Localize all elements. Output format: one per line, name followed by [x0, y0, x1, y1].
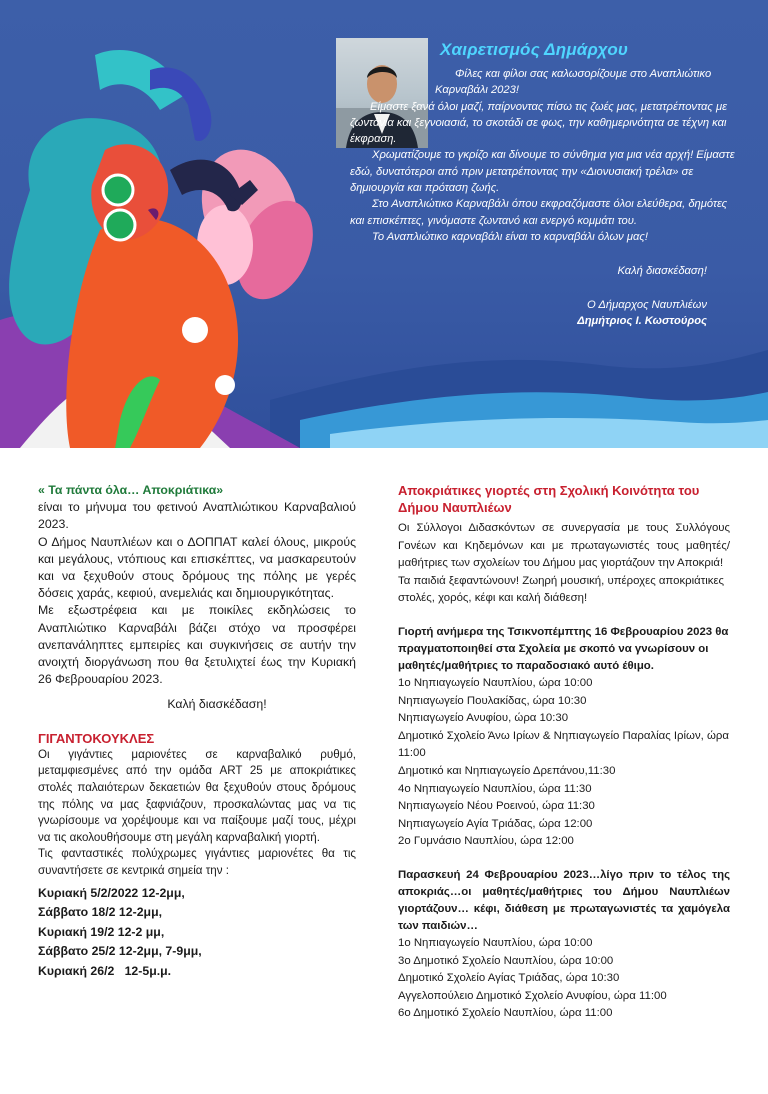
school-schedule-item: 3ο Δημοτικό Σχολείο Ναυπλίου, ώρα 10:00 [398, 954, 614, 967]
motto-text: είναι το μήνυμα του φετινού Αναπλιώτικου Καρναβαλιού 2023. [38, 500, 356, 532]
greeting-paragraph: Το Αναπλιώτικο καρναβάλι είναι το καρναβάλι όλων μας! [372, 230, 648, 243]
giants-description: Οι γιγάντιες μαριονέτες σε καρναβαλικό ρυθμό, μεταμφιεσμένες από την ομάδα ART 25 με αποκριάτικες στολές παλαιότερων δεκαετιών θα ξεχυθούν στους δρόμους της πόλης να μας ξαφνιάζουν, προσκαλώντας μας να τις γνωρίσουμε να χορέψουμε και να παίξουμε μαζί τους, μέχρι να τις ακολουθήσουμε στη μεγάλη καρναβαλική γιορτή. [38, 747, 356, 844]
school-schedule-item: Νηπιαγωγείο Αγία Τριάδας, ώρα 12:00 [398, 817, 593, 830]
mayor-greeting [350, 66, 735, 329]
event1-list [398, 675, 730, 851]
giants-date: Κυριακή 26/2 12-5μ.μ. [38, 963, 172, 978]
greeting-paragraph: Είμαστε ξανά όλοι μαζί, παίρνοντας πίσω τις ζωές μας, μετατρέποντας με ζωντάνια και ξεγνοιασιά, το σκοτάδι σε φως, την καθημερινότητα σε τέχνη και έκφραση. [350, 100, 728, 146]
event2-heading: Παρασκευή 24 Φεβρουαρίου 2023…λίγο πριν το τέλος της αποκριάς…οι μαθητές/μαθήτριες του Δήμου Ναυπλιέων γιορτάζουν… κέφι, διάθεση με πρωταγωνιστές τα χαμόγελα των παιδιών… [398, 868, 730, 932]
greeting-paragraph: Χρωματίζουμε το γκρίζο και δίνουμε το σύνθημα για μια νέα αρχή! Είμαστε εδώ, δυνατότεροι από πριν μετατρέποντας την «Διονυσιακή τρέλα» σε δημιουργία και πρόταση ζωής. [350, 149, 735, 195]
dress-dot [182, 317, 208, 343]
greeting-closing: Καλή διασκέδαση! [617, 265, 707, 278]
event2-list [398, 935, 730, 1023]
giants-meeting-points: Τις φανταστικές πολύχρωμες γιγάντιες μαριονέτες θα τις συναντήσετε σε κεντρικά σημεία την : [38, 847, 356, 877]
school-schedule-item: Δημοτικό Σχολείο Άνω Ιρίων & Νηπιαγωγείο Παραλίας Ιρίων, ώρα 11:00 [398, 729, 729, 760]
sunglass-right [105, 210, 135, 240]
school-schedule-item: 2ο Γυμνάσιο Ναυπλίου, ώρα 12:00 [398, 835, 574, 848]
school-schedule-item: 1ο Νηπιαγωγείο Ναυπλίου, ώρα 10:00 [398, 936, 593, 949]
giants-dates [38, 884, 356, 982]
school-schedule-item: Αγγελοπούλειο Δημοτικό Σχολείο Ανυφίου, ώρα 11:00 [398, 989, 667, 1002]
school-events-mood: Τα παιδιά ξεφαντώνουν! Ζωηρή μουσική, υπέροχες αποκριάτικες στολές, χορός, κέφι και καλή διάθεση! [398, 574, 725, 605]
greeting-paragraph: Φίλες και φίλοι σας καλωσορίζουμε στο Αναπλιώτικο Καρναβάλι 2023! [435, 68, 712, 97]
invitation-paragraph: Ο Δήμος Ναυπλιέων και ο ΔΟΠΠΑΤ καλεί όλους, μικρούς και μεγάλους, ντόπιους και επισκέπτες, να μασκαρευτούν και να ξεχυθούν στους δρόμους της πόλης με γερές δόσεις χαράς, κεφιού, ανεμελιάς και δημιουργικότητας. [38, 534, 356, 601]
right-column [398, 482, 730, 1023]
signature-name: Δημήτριος Ι. Κωστούρος [577, 314, 707, 327]
school-schedule-item: Δημοτικό και Νηπιαγωγείο Δρεπάνου,11:30 [398, 764, 616, 777]
left-closing: Καλή διασκέδαση! [167, 697, 267, 712]
school-schedule-item: Νηπιαγωγείο Νέου Ροεινού, ώρα 11:30 [398, 800, 595, 813]
school-schedule-item: 6ο Δημοτικό Σχολείο Ναυπλίου, ώρα 11:00 [398, 1007, 613, 1020]
school-schedule-item: 4ο Νηπιαγωγείο Ναυπλίου, ώρα 11:30 [398, 782, 592, 795]
school-schedule-item: Δημοτικό Σχολείο Αγίας Τριάδας, ώρα 10:30 [398, 972, 620, 985]
motto-title: « Τα πάντα όλα… Αποκριάτικα» [38, 483, 224, 497]
giants-date: Σάββατο 18/2 12-2μμ, [38, 905, 163, 920]
school-schedule-item: Νηπιαγωγείο Πουλακίδας, ώρα 10:30 [398, 694, 587, 707]
signature-role: Ο Δήμαρχος Ναυπλιέων [586, 298, 707, 311]
greeting-title: Χαιρετισμός Δημάρχου [440, 40, 629, 59]
left-column [38, 482, 356, 981]
school-schedule-item: Νηπιαγωγείο Ανυφίου, ώρα 10:30 [398, 712, 569, 725]
sunglass-left [103, 175, 133, 205]
dress-dot [215, 375, 235, 395]
school-events-intro: Οι Σύλλογοι Διδασκόντων σε συνεργασία με τους Συλλόγους Γονέων και Κηδεμόνων και με πρωταγωνιστές τους μαθητές/μαθήτριες των σχολείων του Δήμου μας γιορτάζουν την Αποκριά! [398, 522, 730, 570]
giants-date: Σάββατο 25/2 12-2μμ, 7-9μμ, [38, 944, 202, 959]
school-schedule-item: 1ο Νηπιαγωγείο Ναυπλίου, ώρα 10:00 [398, 676, 593, 689]
school-events-title: Αποκριάτικες γιορτές στη Σχολική Κοινότητα του Δήμου Ναυπλιέων [398, 483, 700, 515]
events-paragraph: Με εξωστρέφεια και με ποικίλες εκδηλώσεις το Αναπλιώτικο Καρναβάλι βάζει στόχο να προσφέρει ανεπανάληπτες εμπειρίες και συγκινήσεις σε αυτήν την ανοιχτή διοργάνωση που θα ξετυλιχτεί έως την Κυριακή 26 Φεβρουαρίου 2023. [38, 603, 356, 687]
giants-date: Κυριακή 19/2 12-2 μμ, [38, 924, 165, 939]
event1-heading: Γιορτή ανήμερα της Τσικνοπέμπτης 16 Φεβρουαρίου 2023 θα πραγματοποιηθεί στα Σχολεία με σκοπό να γνωρίσουν οι μαθητές/μαθήτριες το παραδοσιακό αυτό έθιμο. [398, 625, 729, 672]
greeting-paragraph: Στο Αναπλιώτικο Καρναβάλι όπου εκφραζόμαστε όλοι ελεύθερα, δημότες και επισκέπτες, γινόμαστε ζωντανό και ενεργό κομμάτι του. [350, 198, 728, 227]
giants-title: ΓΙΓΑΝΤΟΚΟΥΚΛΕΣ [38, 730, 155, 746]
hero-banner [0, 0, 768, 448]
giants-date: Κυριακή 5/2/2022 12-2μμ, [38, 885, 185, 900]
